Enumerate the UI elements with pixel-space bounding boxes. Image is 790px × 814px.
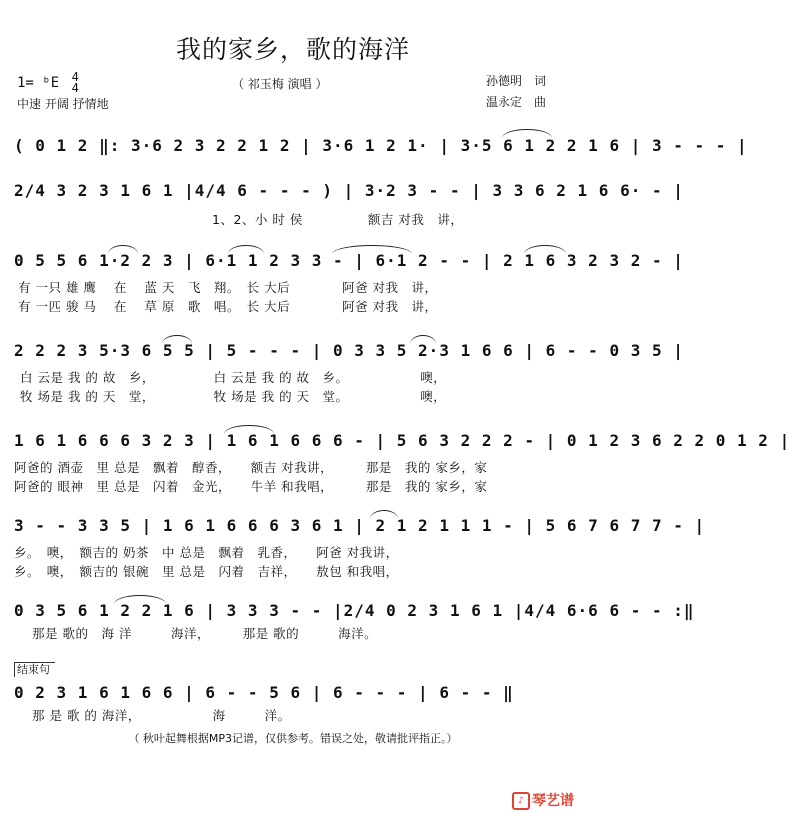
footer-note: （ 秋叶起舞根据MP3记谱，仅供参考。错误之处，敬请批评指正。） xyxy=(128,732,458,745)
tie-arc xyxy=(162,335,192,344)
lyric-line: 阿爸的 酒壶 里 总是 飘着 醇香， 额吉 对我讲， 那是 我的 家乡，家 xyxy=(14,460,488,475)
key-signature xyxy=(17,72,79,94)
note-line: 0 3 5 6 1 2 2 1 6 | 3 3 3 - - |2/4 0 2 3 1 6 1 |4/4 6·6 6 - - :‖ xyxy=(14,601,695,620)
lyricist-credit: 孙德明 词 xyxy=(486,74,547,88)
score-system xyxy=(14,515,706,579)
tie-arc xyxy=(114,595,166,604)
watermark-text: 琴艺谱 xyxy=(532,793,574,809)
score-system xyxy=(14,430,790,494)
page-title: 我的家乡，歌的海洋 xyxy=(175,35,410,64)
lyric-line: 乡。 噢， 额吉的 银碗 里 总是 闪着 吉祥， 敖包 和我唱， xyxy=(14,564,399,579)
score-system xyxy=(14,250,684,314)
tie-arc xyxy=(502,129,552,138)
tie-arc xyxy=(332,245,412,254)
time-top: 4 xyxy=(71,70,79,84)
lyric-line: 牧 场是 我 的 天 堂， 牧 场是 我 的 天 堂。 噢， xyxy=(20,389,447,404)
note-line: 0 5 5 6 1·2 2 3 | 6·1 1 2 3 3 - | 6·1 2 - - | 2 1 6 3 2 3 2 - | xyxy=(14,251,684,270)
score-system xyxy=(14,682,570,722)
note-line: 2 2 2 3 5·3 6 5 5 | 5 - - - | 0 3 3 5 2·3 1 6 6 | 6 - - 0 3 5 | xyxy=(14,341,684,360)
key-label: 1= ᵇE xyxy=(17,75,60,91)
composer-credit: 温永定 曲 xyxy=(486,95,547,109)
coda-label: 结束句 xyxy=(14,662,55,677)
score-system xyxy=(14,600,695,641)
singer-credit: （ 祁玉梅 演唱 ） xyxy=(232,77,328,91)
lyric-line: 乡。 噢， 额吉的 奶茶 中 总是 飘着 乳香， 阿爸 对我讲， xyxy=(14,545,399,560)
score-system xyxy=(14,180,684,230)
lyric-line: 有 一匹 骏 马 在 草 原 歌 唱。 长 大后 阿爸 对我 讲， xyxy=(18,299,438,314)
note-line: 1 6 1 6 6 6 3 2 3 | 1 6 1 6 6 6 - | 5 6 3 2 2 2 - | 0 1 2 3 6 2 2 0 1 2 | xyxy=(14,431,790,450)
tie-arc xyxy=(108,245,138,254)
tempo-marking: 中速 开阔 抒情地 xyxy=(17,97,109,111)
lyric-line: 白 云是 我 的 故 乡， 白 云是 我 的 故 乡。 噢， xyxy=(20,370,447,385)
tie-arc xyxy=(370,510,398,519)
tie-arc xyxy=(228,245,264,254)
note-line: 3 - - 3 3 5 | 1 6 1 6 6 6 3 6 1 | 2 1 2 1 1 1 - | 5 6 7 6 7 7 - | xyxy=(14,516,706,535)
note-line: ( 0 1 2 ‖: 3·6 2 3 2 2 1 2 | 3·6 1 2 1· | 3·5 6 1 2 2 1 6 | 3 - - - | xyxy=(14,136,748,155)
tie-arc xyxy=(524,245,566,254)
score-system xyxy=(14,135,748,165)
note-line: 2/4 3 2 3 1 6 1 |4/4 6 - - - ) | 3·2 3 - - | 3 3 6 2 1 6 6· - | xyxy=(14,181,684,200)
time-bottom: 4 xyxy=(71,81,79,95)
lyric-line: 那 是 歌 的 海洋， 海 洋。 xyxy=(32,708,291,723)
tie-arc xyxy=(410,335,436,344)
tie-arc xyxy=(224,425,274,434)
logo-icon: ♪ xyxy=(512,792,530,810)
lyric-line: 阿爸的 眼神 里 总是 闪着 金光， 牛羊 和我唱， 那是 我的 家乡，家 xyxy=(14,479,488,494)
watermark-logo xyxy=(512,790,574,810)
lyric-line: 有 一只 雄 鹰 在 蓝 天 飞 翔。 长 大后 阿爸 对我 讲， xyxy=(18,280,438,295)
score-system xyxy=(14,340,684,404)
note-line: 0 2 3 1 6 1 6 6 | 6 - - 5 6 | 6 - - - | 6 - - ‖ xyxy=(14,683,514,702)
lyric-line: 1、2、小 时 侯 额吉 对我 讲， xyxy=(212,212,464,227)
lyric-line: 那是 歌的 海 洋 海洋， 那是 歌的 海洋。 xyxy=(32,626,378,641)
time-signature xyxy=(72,72,79,94)
